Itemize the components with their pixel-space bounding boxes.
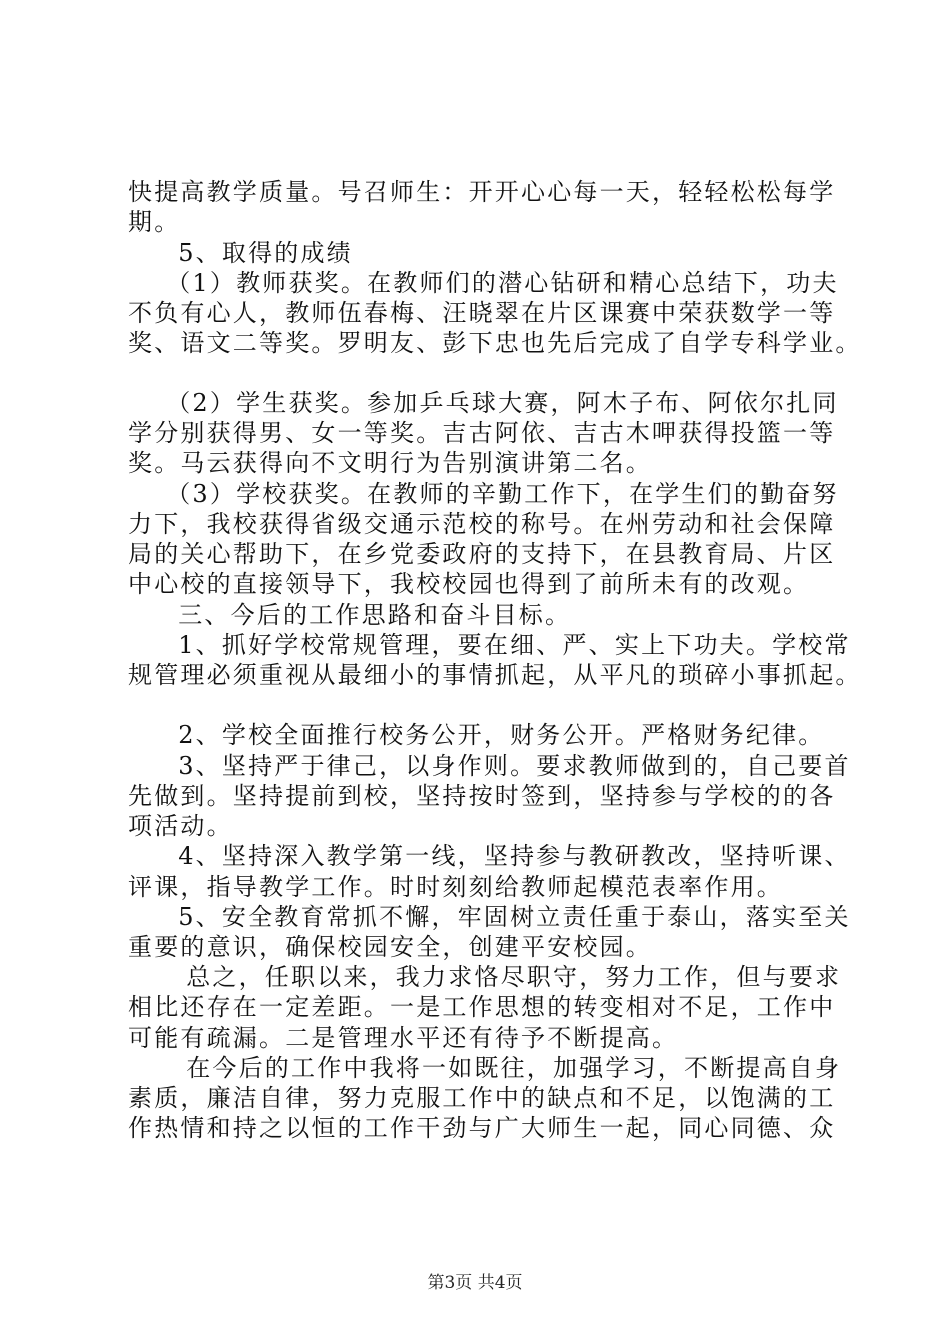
text-line: 重要的意识，确保校园安全，创建平安校园。 [128,933,652,961]
text-line: 5、安全教育常抓不懈，牢固树立责任重于泰山，落实至关 [152,903,851,931]
text-line: 规管理必须重视从最细小的事情抓起，从平凡的琐碎小事抓起。 [128,661,862,689]
text-line: 奖。马云获得向不文明行为告别演讲第二名。 [128,449,652,477]
text-line: （2）学生获奖。参加乒乓球大赛，阿木子布、阿依尔扎同 [152,389,839,417]
text-line: 先做到。坚持提前到校，坚持按时签到，坚持参与学校的的各 [128,782,836,810]
text-line: 项活动。 [128,812,233,840]
section-heading: 三、今后的工作思路和奋斗目标。 [152,601,572,629]
text-line: 作热情和持之以恒的工作干劲与广大师生一起，同心同德、众 [128,1114,836,1142]
text-line: 总之，任职以来，我力求恪尽职守，努力工作，但与要求 [160,963,842,991]
text-line: 局的关心帮助下，在乡党委政府的支持下，在县教育局、片区 [128,540,836,568]
text-line: （3）学校获奖。在教师的辛勤工作下，在学生们的勤奋努 [152,480,839,508]
text-line: 中心校的直接领导下，我校校园也得到了前所未有的改观。 [128,570,810,598]
text-line: 2、学校全面推行校务公开，财务公开。严格财务纪律。 [152,721,825,749]
text-line: 4、坚持深入教学第一线，坚持参与教研教改，坚持听课、 [152,842,851,870]
text-line: 3、坚持严于律己，以身作则。要求教师做到的，自己要首 [152,752,851,780]
text-line: 相比还存在一定差距。一是工作思想的转变相对不足，工作中 [128,993,836,1021]
text-line: 快提高教学质量。号召师生：开开心心每一天，轻轻松松每学 [128,178,836,206]
text-line: 1、抓好学校常规管理，要在细、严、实上下功夫。学校常 [152,631,851,659]
text-line: 期。 [128,208,181,236]
text-line: 不负有心人，教师伍春梅、汪晓翠在片区课赛中荣获数学一等 [128,299,836,327]
text-line: （1）教师获奖。在教师们的潜心钻研和精心总结下，功夫 [152,269,839,297]
text-line: 5、取得的成绩 [152,239,353,267]
text-line: 奖、语文二等奖。罗明友、彭下忠也先后完成了自学专科学业。 [128,329,862,357]
text-line: 在今后的工作中我将一如既往，加强学习，不断提高自身 [160,1054,842,1082]
text-line: 评课，指导教学工作。时时刻刻给教师起模范表率作用。 [128,873,783,901]
text-line: 力下，我校获得省级交通示范校的称号。在州劳动和社会保障 [128,510,836,538]
text-line: 可能有疏漏。二是管理水平还有待予不断提高。 [128,1024,679,1052]
page-number-footer: 第3页 共4页 [427,1273,523,1293]
text-line: 素质，廉洁自律，努力克服工作中的缺点和不足，以饱满的工 [128,1084,836,1112]
text-line: 学分别获得男、女一等奖。吉古阿依、吉古木呷获得投篮一等 [128,419,836,447]
